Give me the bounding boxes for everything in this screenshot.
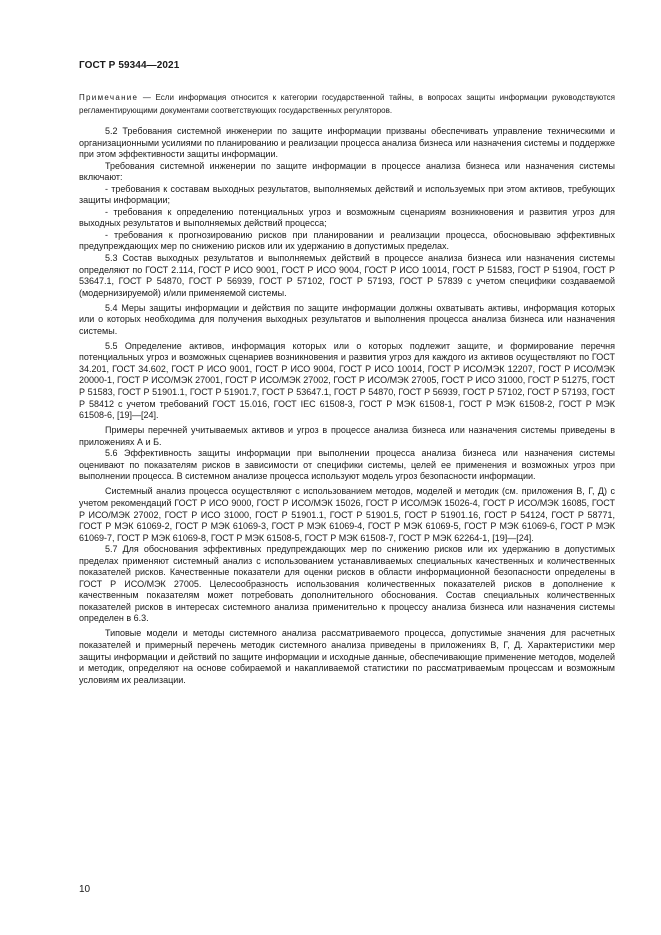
paragraph-system-analysis: Системный анализ процесса осуществляют с использованием методов, моделей и методик (см. приложения В, Г, Д) с учетом рекомендаций ГОСТ Р ИСО 9000, ГОСТ Р ИСО/МЭК 15026, ГОСТ Р ИСО/МЭК 15026-4, ГОСТ Р ИСО/МЭК 16085, ГОСТ Р ИСО/МЭК 27002, ГОСТ Р ИСО 31000, ГОСТ Р 51901.1, ГОСТ Р 51901.5, ГОСТ Р 51901.16, ГОСТ Р 54124, ГОСТ Р 58771, ГОСТ Р МЭК 61069-2, ГОСТ Р МЭК 61069-3, ГОСТ Р МЭК 61069-4, ГОСТ Р МЭК 61069-5, ГОСТ Р МЭК 61069-6, ГОСТ Р МЭК 61069-7, ГОСТ Р МЭК 61069-8, ГОСТ Р МЭК 61508-5, ГОСТ Р МЭК 61508-7, ГОСТ Р МЭК 62264-1, [19]—[24].	[79, 486, 615, 543]
paragraph-typical-models: Типовые модели и методы системного анализа рассматриваемого процесса, допустимые значения для расчетных показателей и примерный перечень методик системного анализа приведены в приложениях В, Г, Д. Характеристики мер защиты информации и действий по защите информации и исходные данные, обеспечивающие применение методов, моделей и методик, определяют на основе собираемой и накапливаемой статистики по рассматриваемым процессам и возможным условиям их реализации.	[79, 628, 615, 685]
list-item: - требования к прогнозированию рисков при планировании и реализации процесса, обосновываю эффективных предупреждающих мер по снижению рисков или их удержанию в допустимых пределах.	[79, 229, 615, 252]
paragraph-5-5: 5.5 Определение активов, информация которых или о которых подлежит защите, и формирование перечня потенциальных угроз и возможных сценариев возникновения и развития угроз для каждого из активов осуществляют по ГОСТ 34.201, ГОСТ 34.602, ГОСТ Р ИСО 9001, ГОСТ Р ИСО 9004, ГОСТ Р ИСО 10014, ГОСТ Р ИСО/МЭК 12207, ГОСТ Р ИСО/МЭК 20000-1, ГОСТ Р ИСО/МЭК 27001, ГОСТ Р ИСО/МЭК 27002, ГОСТ Р ИСО/МЭК 27005, ГОСТ Р ИСО 31000, ГОСТ Р 51275, ГОСТ Р 51583, ГОСТ Р 51901.1, ГОСТ Р 51901.7, ГОСТ Р 53647.1, ГОСТ Р 54870, ГОСТ Р 56939, ГОСТ Р 57102, ГОСТ Р 57193, ГОСТ Р 58412 с учетом требований ГОСТ 15.016, ГОСТ IEC 61508-3, ГОСТ Р МЭК 61508-1, ГОСТ Р МЭК 61508-2, ГОСТ Р МЭК 61508-6, [19]—[24].	[79, 340, 615, 421]
note-block	[79, 92, 615, 117]
paragraph-5-3: 5.3 Состав выходных результатов и выполняемых действий в процессе анализа бизнеса или назначения системы определяют по ГОСТ 2.114, ГОСТ Р ИСО 9001, ГОСТ Р ИСО 9004, ГОСТ Р ИСО 10014, ГОСТ Р 51583, ГОСТ Р 51904, ГОСТ Р 53647.1, ГОСТ Р 54870, ГОСТ Р 56939, ГОСТ Р 57102, ГОСТ Р 57193, ГОСТ Р 57839 с учетом специфики создаваемой (модернизируемой) и/или применяемой системы.	[79, 253, 615, 298]
paragraph-5-4: 5.4 Меры защиты информации и действия по защите информации должны охватывать активы, информация которых или о которых необходима для получения выходных результатов и выполнения процесса анализа бизнеса или назначения системы.	[79, 302, 615, 336]
document-body	[79, 126, 615, 686]
list-item: - требования к определению потенциальных угроз и возможным сценариям возникновения и развития угроз для выходных результатов и выполняемых действий процесса;	[79, 206, 615, 229]
paragraph-examples: Примеры перечней учитываемых активов и угроз в процессе анализа бизнеса или назначения системы приведены в приложениях А и Б.	[79, 425, 615, 447]
note-text: — Если информация относится к категории государственной тайны, в вопросах защиты информации руководствуются регламентирующими документами соответствующих государственных регуляторов.	[79, 93, 615, 115]
page-number: 10	[79, 884, 91, 895]
standard-header: ГОСТ Р 59344—2021	[79, 60, 180, 71]
paragraph-5-2: 5.2 Требования системной инженерии по защите информации призваны обеспечивать управление техническими и организационными усилиями по планированию и реализации процесса анализа бизнеса или назначения системы и поддержке при этом эффективности защиты информации.	[79, 126, 615, 160]
paragraph-5-7: 5.7 Для обоснования эффективных предупреждающих мер по снижению рисков или их удержанию в допустимых пределах применяют системный анализ с использованием устанавливаемых специальных качественных и количественных показателей рисков. Качественные показатели для оценки рисков в области информационной безопасности определены в ГОСТ Р ИСО/МЭК 27005. Целесообразность использования количественных показателей рисков в дополнение к качественным показателям может потребовать дополнительного обоснования. Состав специальных количественных показателей рисков в интересах системного анализа применительно к процессу анализа бизнеса или назначения системы определен в 6.3.	[79, 544, 615, 624]
note-label: Примечание	[79, 93, 139, 102]
paragraph-requirements-intro: Требования системной инженерии по защите информации в процессе анализа бизнеса или назначения системы включают:	[79, 160, 615, 183]
paragraph-5-6: 5.6 Эффективность защиты информации при выполнении процесса анализа бизнеса или назначения системы оценивают по показателям рисков в зависимости от специфики системы, целей ее применения и возможных угроз при выполнении процесса. В системном анализе процесса используют модель угроз безопасности информации.	[79, 448, 615, 482]
list-item: - требования к составам выходных результатов, выполняемых действий и используемых при этом активов, требующих защиты информации;	[79, 183, 615, 206]
